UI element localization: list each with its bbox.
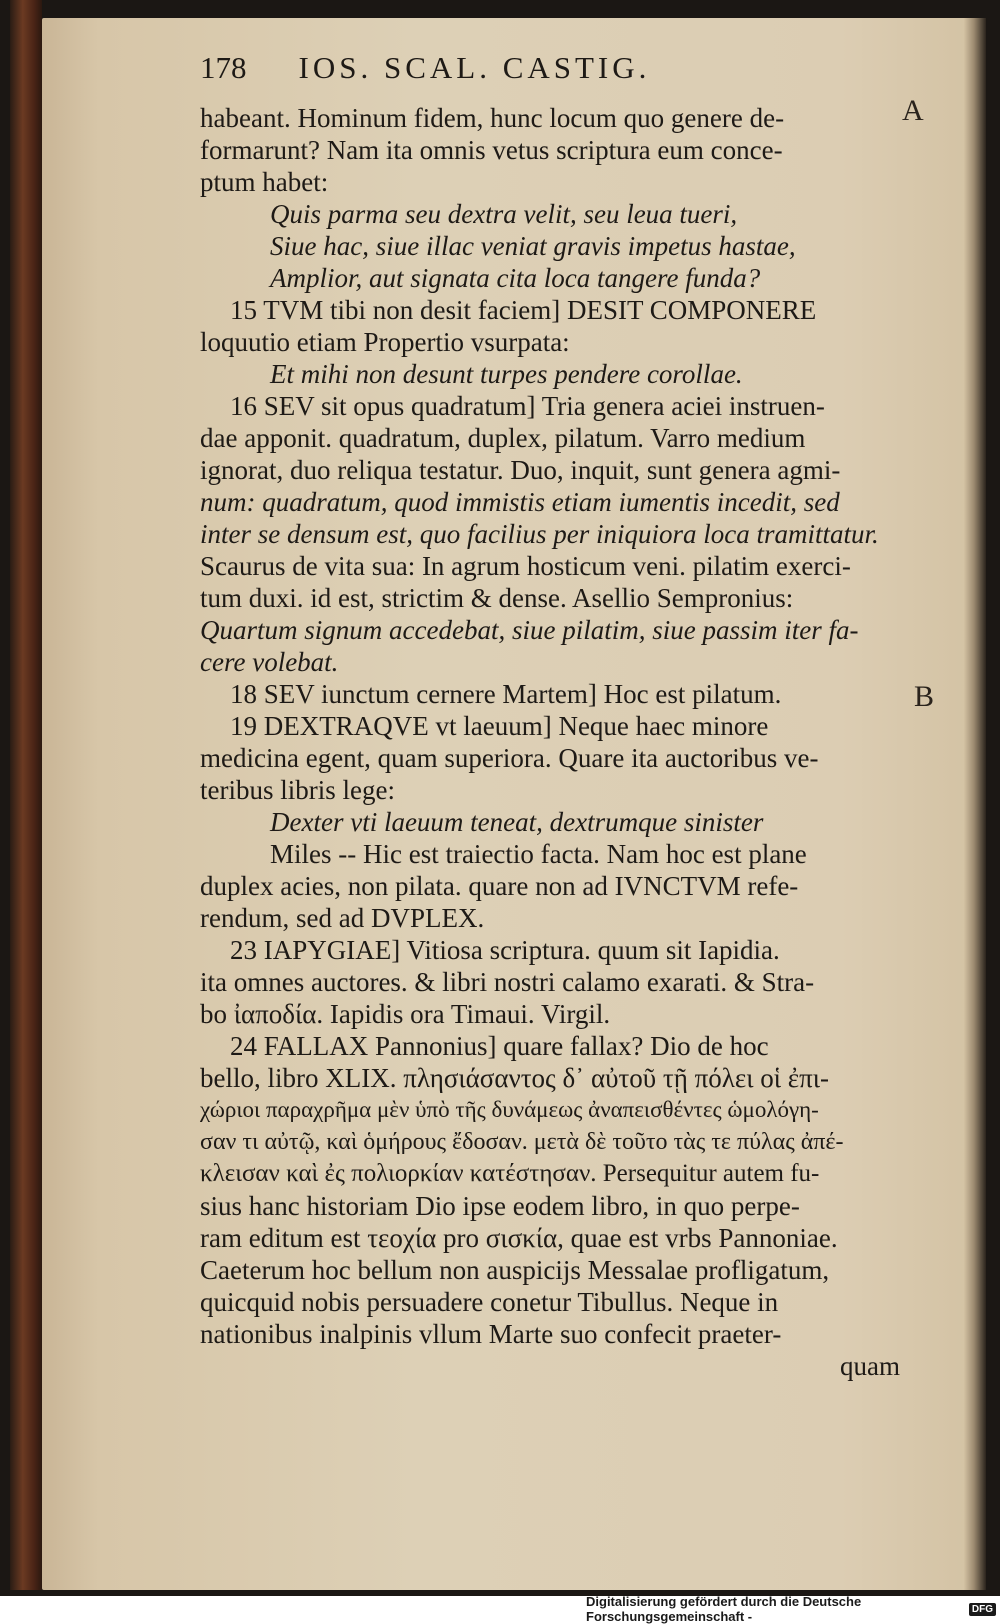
lemma-line: 18 SEV iunctum cernere Martem] Hoc est pilatum. <box>230 679 782 709</box>
running-title: IOS. SCAL. CASTIG. <box>298 50 651 85</box>
lemma-line: 24 FALLAX Pannonius] quare fallax? Dio de hoc <box>230 1031 769 1061</box>
margin-letter-b: B <box>914 680 935 713</box>
digitization-footer <box>586 1594 996 1624</box>
lemma-line: 23 IAPYGIAE] Vitiosa scriptura. quum sit Iapidia. <box>230 935 780 965</box>
page-number: 178 <box>200 50 247 85</box>
text-line: quicquid nobis persuadere conetur Tibullus. Neque in <box>200 1287 779 1317</box>
verse-line: Et mihi non desunt turpes pendere corollae. <box>270 359 743 389</box>
verse-line: Miles -- Hic est traiectio facta. Nam hoc est plane <box>270 839 807 869</box>
text-line: nationibus inalpinis vllum Marte suo confecit praeter- <box>200 1319 782 1349</box>
dfg-logo-icon: DFG <box>969 1603 996 1616</box>
verse-line: Siue hac, siue illac veniat gravis impetus hastae, <box>270 231 796 261</box>
text-line: ignorat, duo reliqua testatur. Duo, inquit, sunt genera agmi- <box>200 455 841 485</box>
catchword: quam <box>840 1351 900 1381</box>
verse-line: Quis parma seu dextra velit, seu leua tueri, <box>270 199 738 229</box>
text-line: ita omnes auctores. & libri nostri calamo exarati. & Stra- <box>200 967 815 997</box>
text-line: inter se densum est, quo facilius per iniquiora loca tramittatur. <box>200 519 879 549</box>
verse-line: Amplior, aut signata cita loca tangere funda? <box>270 263 761 293</box>
text-line: habeant. Hominum fidem, hunc locum quo genere de- <box>200 103 785 133</box>
text-line: Caeterum hoc bellum non auspicijs Messalae profligatum, <box>200 1255 830 1285</box>
text-line: sius hanc historiam Dio ipse eodem libro, in quo perpe- <box>200 1191 800 1221</box>
text-line: cere volebat. <box>200 647 339 677</box>
lemma-line: 16 SEV sit opus quadratum] Tria genera aciei instruen- <box>230 391 825 421</box>
text-line: tum duxi. id est, strictim & dense. Asellio Sempronius: <box>200 583 794 613</box>
verse-line: Dexter vti laeuum teneat, dextrumque sinister <box>270 807 764 837</box>
text-line: teribus libris lege: <box>200 775 395 805</box>
text-line: ram editum est τεοχία pro σισκία, quae est vrbs Pannoniae. <box>200 1223 838 1253</box>
greek-line: σαν τι αὐτῷ, καὶ ὁμήρους ἔδοσαν. μετὰ δὲ τοῦτο τὰς τε πύλας ἀπέ- <box>200 1129 844 1155</box>
text-line: Quartum signum accedebat, siue pilatim, siue passim iter fa- <box>200 615 859 645</box>
text-line: Scaurus de vita sua: In agrum hosticum veni. pilatim exerci- <box>200 551 851 581</box>
text-line: dae apponit. quadratum, duplex, pilatum. Varro medium <box>200 423 806 453</box>
lemma-line: 19 DEXTRAQVE vt laeuum] Neque haec minore <box>230 711 769 741</box>
page-text <box>200 52 900 1382</box>
text-line: κλεισαν καὶ ἐς πολιορκίαν κατέστησαν. Persequitur autem fu- <box>200 1160 820 1187</box>
text-line: bo ἰαποδία. Iapidis ora Timaui. Virgil. <box>200 999 611 1029</box>
greek-line: χώριοι παραχρῆμα μὲν ὑπὸ τῆς δυνάμεως ἀναπεισθέντες ὡμολόγη- <box>200 1097 819 1122</box>
text-line: ptum habet: <box>200 167 329 197</box>
text-line: num: quadratum, quod immistis etiam iumentis incedit, sed <box>200 487 840 517</box>
text-line: formarunt? Nam ita omnis vetus scriptura eum conce- <box>200 135 783 165</box>
book-cover-edge <box>10 0 42 1590</box>
text-line: loquutio etiam Propertio vsurpata: <box>200 327 570 357</box>
text-line: bello, libro XLIX. πλησιάσαντος δ᾽ αὐτοῦ τῇ πόλει οἱ ἐπι- <box>200 1063 829 1093</box>
margin-letter-a: A <box>902 94 924 127</box>
lemma-line: 15 TVM tibi non desit faciem] DESIT COMPONERE <box>230 295 817 325</box>
running-header <box>200 52 900 102</box>
text-line: duplex acies, non pilata. quare non ad IVNCTVM refe- <box>200 871 799 901</box>
footer-credit: Digitalisierung gefördert durch die Deutsche Forschungsgemeinschaft - <box>586 1594 862 1624</box>
text-line: medicina egent, quam superiora. Quare ita auctoribus ve- <box>200 743 819 773</box>
text-line: rendum, sed ad DVPLEX. <box>200 903 485 933</box>
page-gutter-shadow <box>964 18 986 1590</box>
